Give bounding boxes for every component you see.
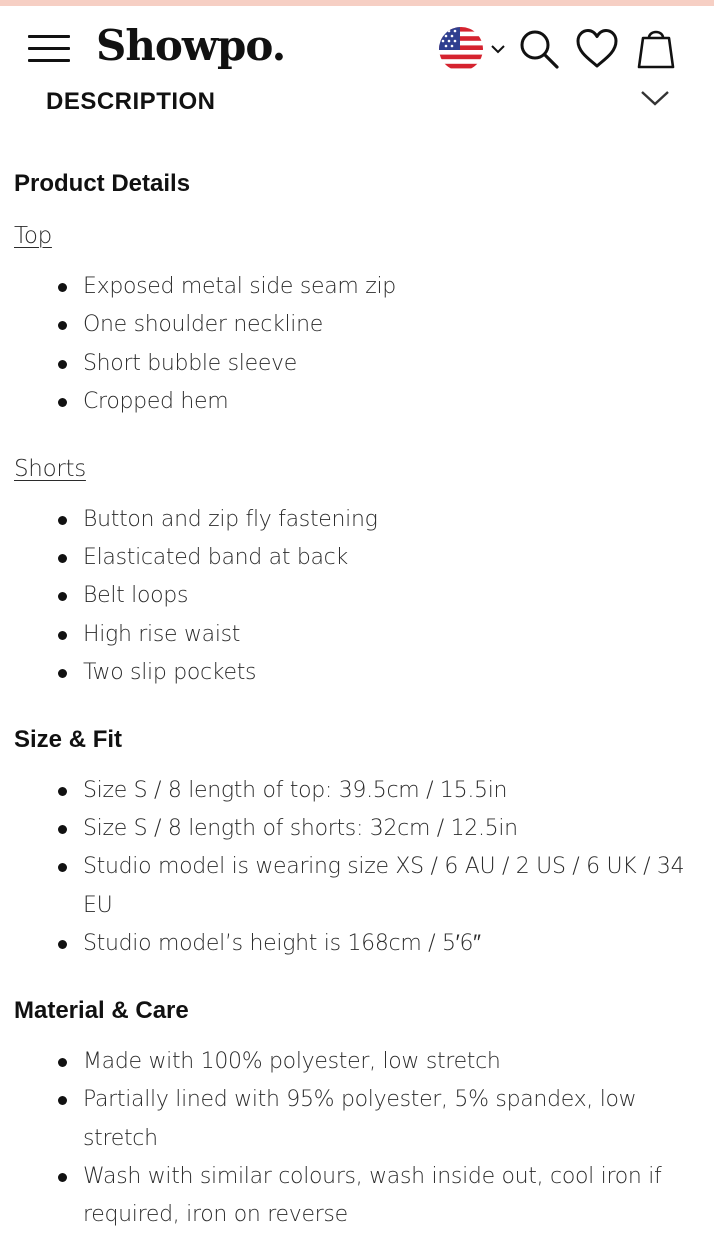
list-item: Size S / 8 length of shorts: 32cm / 12.5in bbox=[83, 810, 704, 848]
list-item: Two slip pockets bbox=[83, 654, 704, 692]
material-care-heading: Material & Care bbox=[14, 996, 189, 1024]
material-care-list bbox=[14, 1043, 704, 1235]
chevron-down-icon bbox=[640, 88, 670, 108]
hamburger-menu-icon[interactable] bbox=[28, 31, 72, 65]
shorts-details-list bbox=[14, 501, 704, 693]
list-item: Cropped hem bbox=[83, 383, 704, 421]
list-item: Partially lined with 95% polyester, 5% spandex, low stretch bbox=[83, 1081, 704, 1158]
site-header bbox=[0, 6, 714, 80]
size-fit-list bbox=[14, 772, 704, 964]
list-item: High rise waist bbox=[83, 616, 704, 654]
list-item: Exposed metal side seam zip bbox=[83, 268, 704, 306]
product-details-heading: Product Details bbox=[14, 170, 191, 197]
list-item: Studio model is wearing size XS / 6 AU / 2 US / 6 UK / 34 EU bbox=[83, 848, 704, 925]
list-item: Elasticated band at back bbox=[83, 539, 704, 577]
list-item: Studio model’s height is 168cm / 5′6″ bbox=[83, 925, 704, 963]
size-fit-heading: Size & Fit bbox=[14, 725, 123, 753]
list-item: Short bubble sleeve bbox=[83, 345, 704, 383]
list-item: Button and zip fly fastening bbox=[83, 501, 704, 539]
us-flag-icon bbox=[438, 26, 484, 72]
list-item: Size S / 8 length of top: 39.5cm / 15.5in bbox=[83, 772, 704, 810]
showpo-logo[interactable]: Showpo. bbox=[96, 21, 286, 70]
list-item: Belt loops bbox=[83, 577, 704, 615]
heart-icon[interactable] bbox=[575, 28, 619, 70]
country-selector[interactable] bbox=[438, 26, 508, 74]
list-item: Wash with similar colours, wash inside out, cool iron if required, iron on reverse bbox=[83, 1158, 704, 1235]
description-accordion-toggle[interactable] bbox=[0, 80, 714, 130]
list-item: One shoulder neckline bbox=[83, 306, 704, 344]
shorts-subheading: Shorts bbox=[14, 455, 86, 482]
shopping-bag-icon[interactable] bbox=[636, 24, 676, 70]
top-details-list bbox=[14, 268, 704, 422]
top-subheading: Top bbox=[14, 223, 52, 249]
description-title: DESCRIPTION bbox=[46, 88, 216, 115]
search-icon[interactable] bbox=[518, 28, 562, 72]
chevron-down-icon bbox=[490, 43, 506, 55]
description-content bbox=[14, 166, 704, 1235]
list-item: Made with 100% polyester, low stretch bbox=[83, 1043, 704, 1081]
